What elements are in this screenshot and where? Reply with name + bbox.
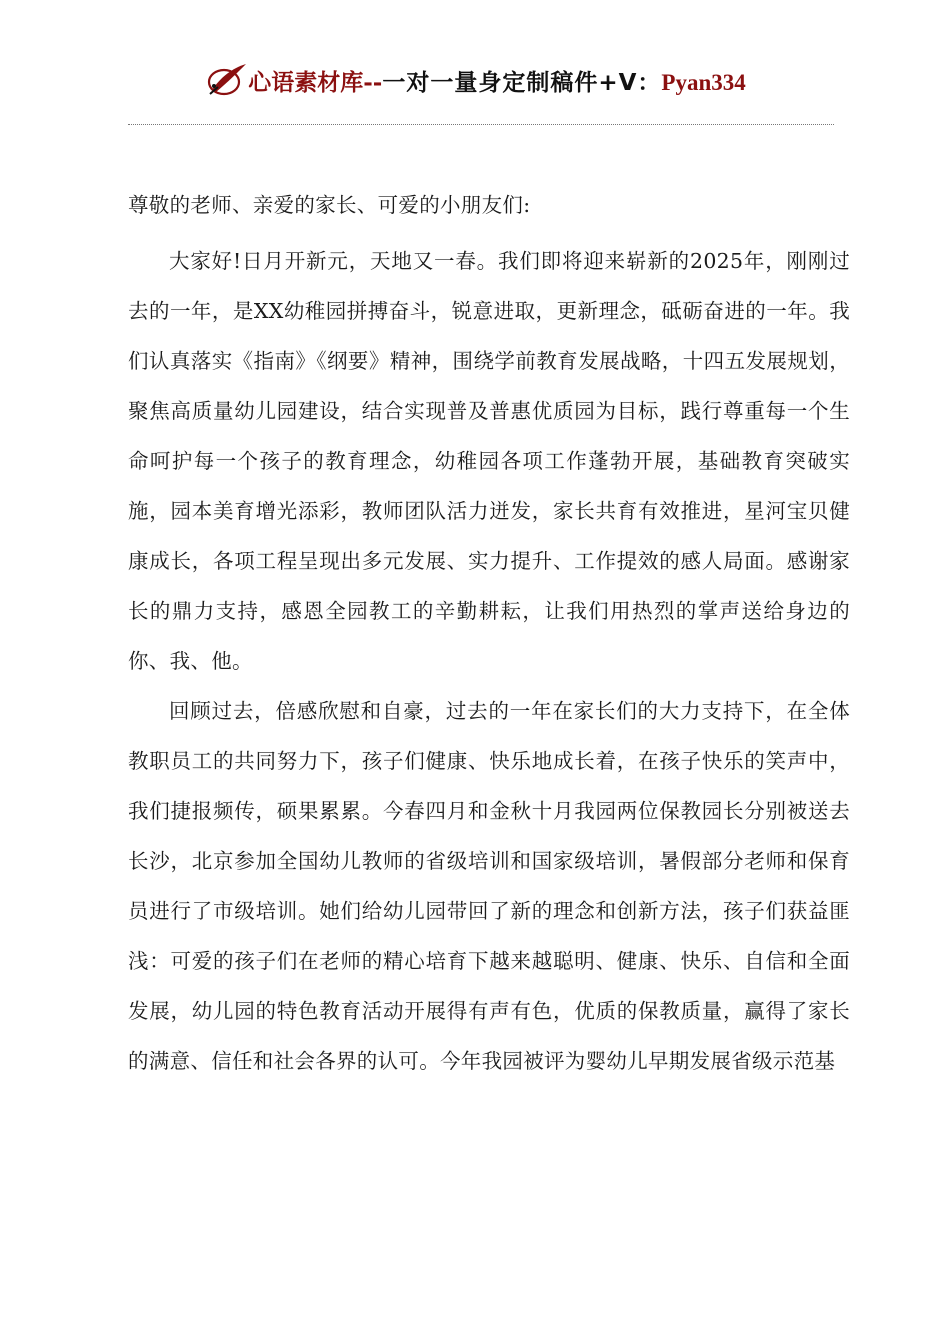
document-body: [128, 186, 850, 1086]
quill-pen-icon: [204, 60, 248, 100]
tagline: 一对一量身定制稿件+V：: [382, 69, 662, 96]
paragraph-opening: 大家好!日月开新元，天地又一春。我们即将迎来崭新的2025年，刚刚过去的一年，是XX幼稚园拼搏奋斗，锐意进取，更新理念，砥砺奋进的一年。我们认真落实《指南》《纲要》精神，围绕学前教育发展战略，十四五发展规划，聚焦高质量幼儿园建设，结合实现普及普惠优质园为目标，践行尊重每一个生命呵护每一个孩子的教育理念，幼稚园各项工作蓬勃开展，基础教育突破实施，园本美育增光添彩，教师团队活力迸发，家长共育有效推进，星河宝贝健康成长，各项工程呈现出多元发展、实力提升、工作提效的感人局面。感谢家长的鼎力支持，感恩全园教工的辛勤耕耘，让我们用热烈的掌声送给身边的你、我、他。: [128, 249, 850, 673]
contact-id: Pyan334: [661, 69, 746, 95]
salutation: 尊敬的老师、亲爱的家长、可爱的小朋友们:: [128, 193, 531, 217]
brand-name: 心语素材库: [248, 68, 364, 96]
page-header: [0, 58, 950, 102]
brand-separator: --: [363, 68, 383, 96]
header-title: [248, 64, 746, 97]
header-divider: [128, 124, 834, 125]
paragraph-review: 回顾过去，倍感欣慰和自豪，过去的一年在家长们的大力支持下，在全体教职员工的共同努力下，孩子们健康、快乐地成长着，在孩子快乐的笑声中，我们捷报频传，硕果累累。今春四月和金秋十月我园两位保教园长分别被送去长沙，北京参加全国幼儿教师的省级培训和国家级培训，暑假部分老师和保育员进行了市级培训。她们给幼儿园带回了新的理念和创新方法，孩子们获益匪浅：可爱的孩子们在老师的精心培育下越来越聪明、健康、快乐、自信和全面发展，幼儿园的特色教育活动开展得有声有色，优质的保教质量，赢得了家长的满意、信任和社会各界的认可。今年我园被评为婴幼儿早期发展省级示范基: [128, 699, 850, 1073]
